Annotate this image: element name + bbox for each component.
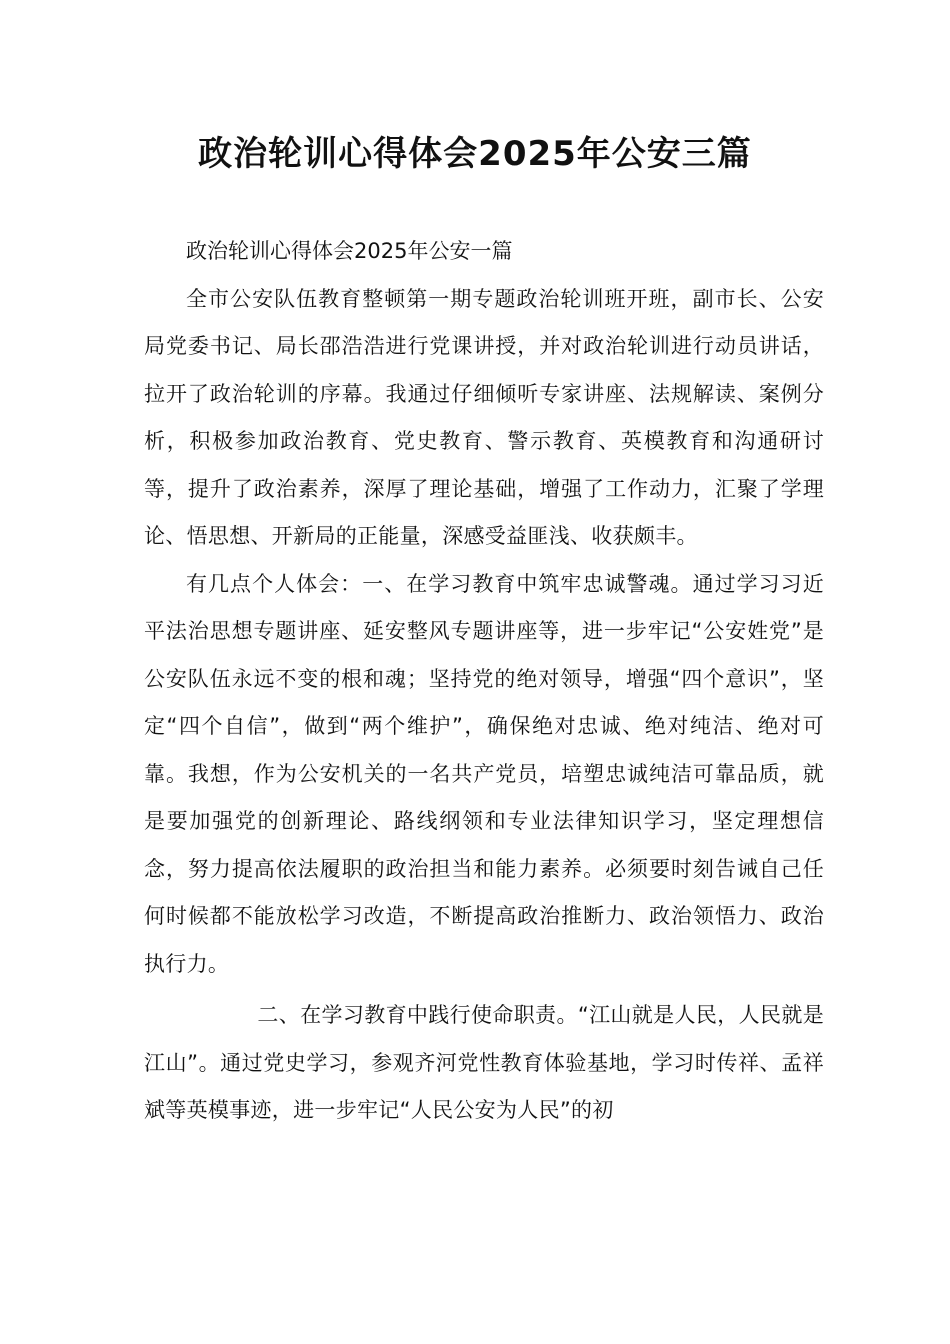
section-heading: 政治轮训心得体会2025年公安一篇 (186, 239, 513, 263)
document-body (144, 228, 824, 1135)
body-paragraph: 全市公安队伍教育整顿第一期专题政治轮训班开班，副市长、公安局党委书记、局长邵浩浩进行党课讲授，并对政治轮训进行动员讲话，拉开了政治轮训的序幕。我通过仔细倾听专家讲座、法规解读、案例分析，积极参加政治教育、党史教育、警示教育、英模教育和沟通研讨等，提升了政治素养，深厚了理论基础，增强了工作动力，汇聚了学理论、悟思想、开新局的正能量，深感受益匪浅、收获颇丰。 (144, 286, 824, 548)
document-title: 政治轮训心得体会2025年公安三篇 (198, 134, 752, 174)
body-paragraph: 二、在学习教育中践行使命职责。“江山就是人民，人民就是江山”。通过党史学习，参观齐河党性教育体验基地，学习时传祥、孟祥斌等英模事迹，进一步牢记“人民公安为人民”的初 (144, 1003, 824, 1122)
body-paragraph: 有几点个人体会：一、在学习教育中筑牢忠诚警魂。通过学习习近平法治思想专题讲座、延安整风专题讲座等，进一步牢记“公安姓党”是公安队伍永远不变的根和魂；坚持党的绝对领导，增强“四个意识”，坚定“四个自信”，做到“两个维护”，确保绝对忠诚、绝对纯洁、绝对可靠。我想，作为公安机关的一名共产党员，培塑忠诚纯洁可靠品质，就是要加强党的创新理论、路线纲领和专业法律知识学习，坚定理想信念，努力提高依法履职的政治担当和能力素养。必须要时刻告诫自己任何时候都不能放松学习改造，不断提高政治推断力、政治领悟力、政治执行力。 (144, 571, 824, 976)
